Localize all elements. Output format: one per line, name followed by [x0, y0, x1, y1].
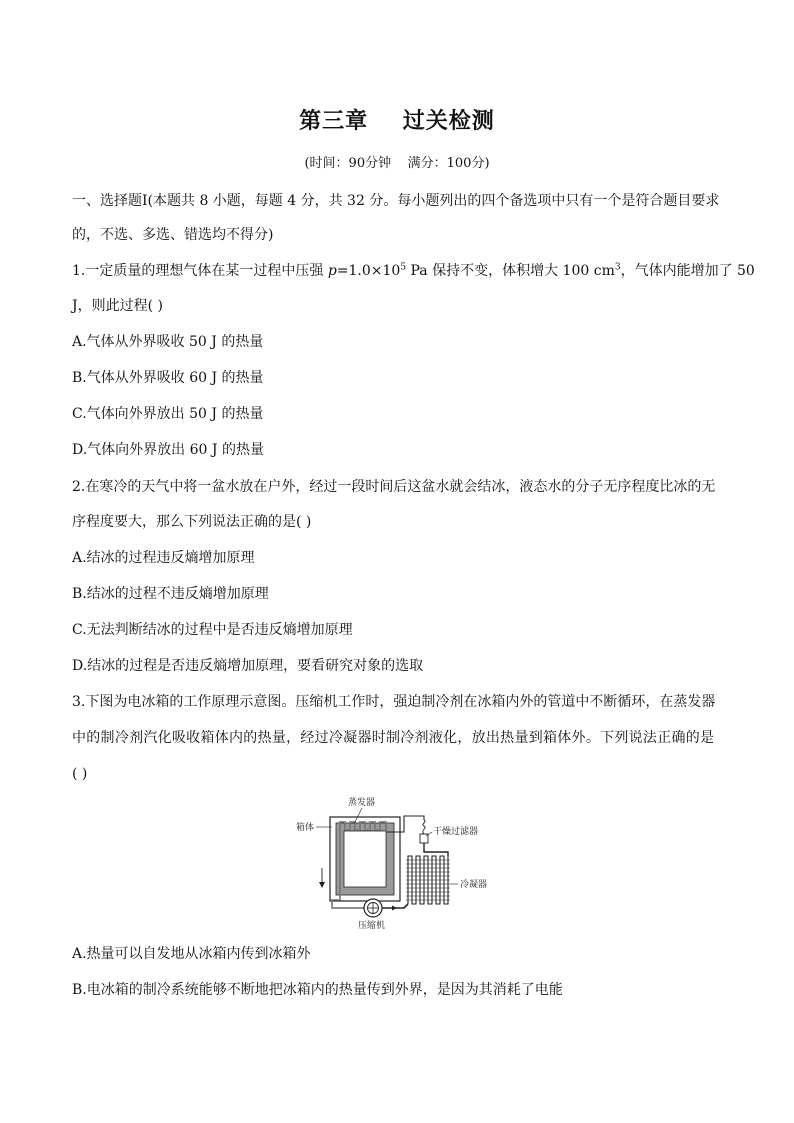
question-3-stem-line-3: ( ) [72, 766, 88, 782]
section-instructions-line-1: 一、选择题Ⅰ(本题共 8 小题，每题 4 分，共 32 分。每小题列出的四个备选项中只有一个是符合题目要求 [72, 193, 720, 209]
section-instructions-line-2: 的，不选、多选、错选均不得分) [72, 227, 274, 243]
refrigerator-diagram [296, 796, 500, 930]
liquid-line [424, 842, 448, 856]
question-3-option-a: A.热量可以自发地从冰箱内传到冰箱外 [72, 946, 311, 962]
question-2-option-b: B.结冰的过程不违反熵增加原理 [72, 586, 269, 602]
question-3-stem-line-1: 3.下图为电冰箱的工作原理示意图。压缩机工作时，强迫制冷剂在冰箱内外的管道中不断循环，在蒸发器 [72, 694, 716, 710]
question-3-option-b: B.电冰箱的制冷系统能够不断地把冰箱内的热量传到外界，是因为其消耗了电能 [72, 982, 563, 998]
question-2-option-a: A.结冰的过程违反熵增加原理 [72, 550, 255, 566]
page-title: 第三章 过关检测 [299, 108, 495, 134]
capillary-tube [423, 820, 425, 834]
label-compressor: 压缩机 [358, 921, 386, 930]
question-1-option-c: C.气体向外界放出 50 J 的热量 [72, 406, 264, 422]
exam-info: (时间：90分钟 满分：100分) [304, 156, 490, 171]
question-2-stem-line-1: 2.在寒冷的天气中将一盆水放在户外，经过一段时间后这盆水就会结冰，液态水的分子无序程度比冰的无 [72, 479, 716, 495]
question-1-option-d: D.气体向外界放出 60 J 的热量 [72, 442, 264, 458]
question-2-option-d: D.结冰的过程是否违反熵增加原理，要看研究对象的选取 [72, 658, 424, 674]
label-box: 箱体 [296, 823, 315, 833]
question-1-option-b: B.气体从外界吸收 60 J 的热量 [72, 370, 264, 386]
question-3-stem-line-2: 中的制冷剂汽化吸收箱体内的热量，经过冷凝器时制冷剂液化，放出热量到箱体外。下列说法正确的是 [72, 730, 714, 746]
cabinet-interior [344, 831, 386, 887]
label-condenser: 冷凝器 [460, 880, 488, 890]
question-1-option-a: A.气体从外界吸收 50 J 的热量 [72, 334, 264, 350]
question-2-option-c: C.无法判断结冰的过程中是否违反熵增加原理 [72, 622, 353, 638]
question-1-stem-line-1: 1.一定质量的理想气体在某一过程中压强 $p=1.0\times 10^5$ Pa 保持不变，体积增大 100 $cm^3$，气体内能增加了 50 [72, 262, 755, 279]
question-1-stem-line-2: J，则此过程( ) [72, 298, 163, 314]
label-evaporator: 蒸发器 [348, 798, 376, 808]
question-2-stem-line-2: 序程度要大，那么下列说法正确的是( ) [72, 514, 312, 530]
label-dryer-filter: 干燥过滤器 [433, 827, 479, 837]
